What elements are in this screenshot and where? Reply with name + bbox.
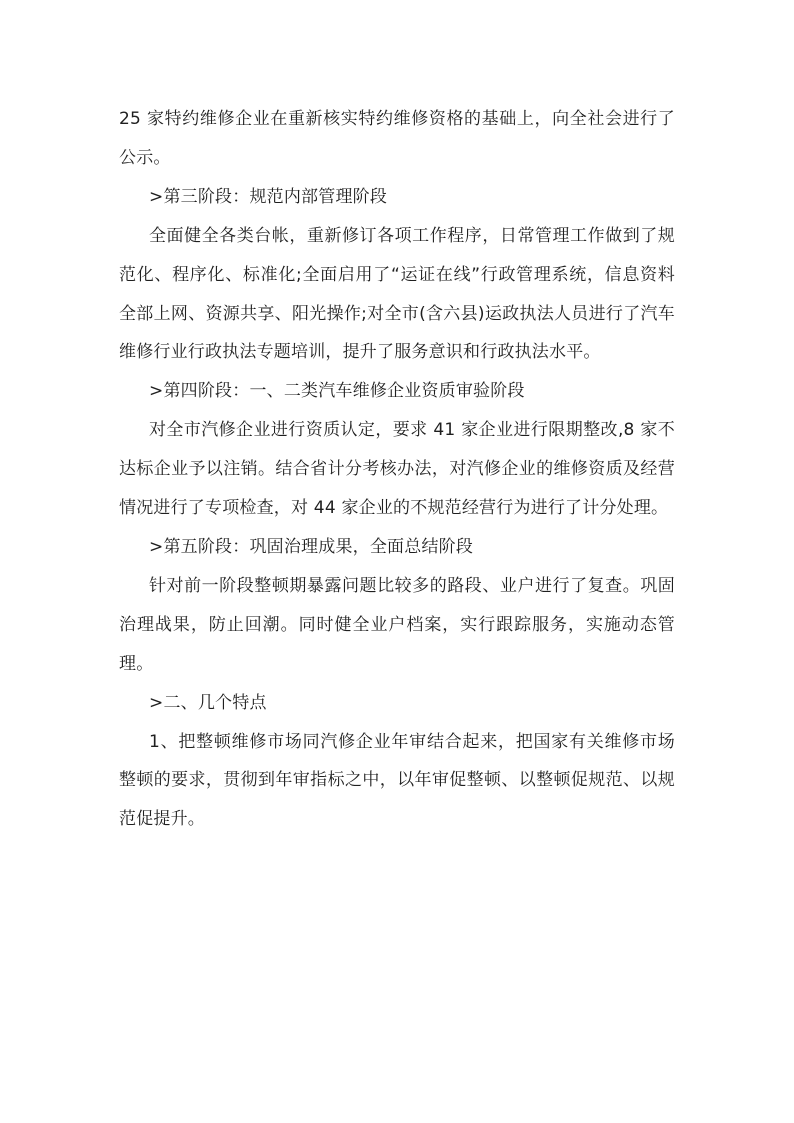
heading-stage-three: >第三阶段：规范内部管理阶段 [149, 186, 388, 207]
paragraph-stage-three-body: 全面健全各类台帐，重新修订各项工作程序，日常管理工作做到了规范化、程序化、标准化;全面启用了“运证在线”行政管理系统，信息资料全部上网、资源共享、阳光操作;对全市(含六县)运政执法人员进行了汽车维修行业行政执法专题培训，提升了服务意识和行政执法水平。 [119, 225, 675, 363]
document-body [119, 100, 675, 839]
paragraph-feature-one: 1、把整顿维修市场同汽修企业年审结合起来，把国家有关维修市场整顿的要求，贯彻到年审指标之中，以年审促整顿、以整顿促规范、以规范促提升。 [119, 731, 675, 830]
heading-stage-five: >第五阶段：巩固治理成果，全面总结阶段 [149, 536, 474, 557]
heading-features: >二、几个特点 [149, 692, 267, 713]
paragraph-stage-five-body: 针对前一阶段整顿期暴露问题比较多的路段、业户进行了复查。巩固治理战果，防止回潮。同时健全业户档案，实行跟踪服务，实施动态管理。 [119, 575, 675, 674]
paragraph-public-notice: 25 家特约维修企业在重新核实特约维修资格的基础上，向全社会进行了公示。 [119, 109, 675, 168]
heading-stage-four: >第四阶段：一、二类汽车维修企业资质审验阶段 [149, 381, 525, 402]
paragraph-stage-four-body: 对全市汽修企业进行资质认定，要求 41 家企业进行限期整改,8 家不达标企业予以注销。结合省计分考核办法，对汽修企业的维修资质及经营情况进行了专项检查，对 44 家企业的不规范经营行为进行了计分处理。 [119, 420, 675, 519]
